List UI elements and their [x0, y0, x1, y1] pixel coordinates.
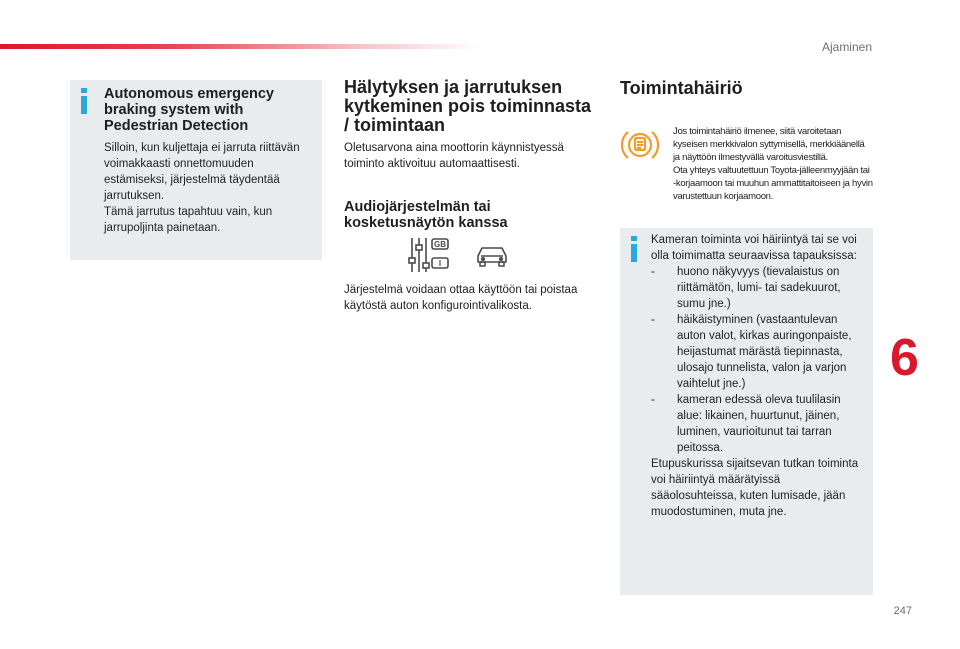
car-icon	[474, 242, 510, 272]
settings-icons-row	[408, 236, 518, 276]
camera-intro: Kameran toiminta voi häiriintyä tai se voi olla toimimatta seuraavissa tapauksissa:	[651, 234, 857, 262]
warning-paragraph: Jos toimintahäiriö ilmenee, siitä varoitetaan kyseisen merkkivalon syttymisellä, merkkiäänellä ja näyttöön ilmestyvällä varoitusviestillä.	[673, 126, 865, 163]
deactivation-heading: Hälytyksen ja jarrutuksen kytkeminen pois toiminnasta / toimintaan	[344, 77, 592, 135]
list-item-text: häikäistyminen (vastaantulevan auton valot, kirkas auringonpaiste, heijastumat märästä tiepinnasta, ulosajo tunnelista, valon ja varjon vaihtelut jne.)	[677, 314, 852, 390]
list-item	[651, 312, 863, 392]
section-label: Ajaminen	[821, 40, 872, 54]
chapter-number: 6	[890, 329, 919, 387]
warning-text	[673, 125, 873, 203]
page-number: 247	[893, 605, 912, 617]
list-item	[651, 264, 863, 312]
info-box-title: Autonomous emergency braking system with Pedestrian Detection	[104, 86, 274, 134]
list-item-text: kameran edessä oleva tuulilasin alue: likainen, huurtunut, jäinen, luminen, vaurioitunut tai tarran peitossa.	[677, 394, 841, 454]
info-paragraph: Tämä jarrutus tapahtuu vain, kun jarrupoljinta painetaan.	[104, 206, 273, 234]
audio-system-subheading: Audiojärjestelmän tai kosketusnäytön kanssa	[344, 199, 508, 231]
info-paragraph: Silloin, kun kuljettaja ei jarruta riittävän voimakkaasti onnettomuuden estämiseksi, järjestelmä täydentää jarrutuksen.	[104, 142, 300, 202]
list-dash: -	[651, 314, 655, 326]
i-label: I	[438, 259, 442, 268]
camera-info-box	[620, 228, 873, 595]
list-dash: -	[651, 394, 655, 406]
radar-note: Etupuskurissa sijaitsevan tutkan toiminta voi häiriintyä määrätyissä sääolosuhteissa, kuten lumisade, jään muodostuminen, muta jne.	[651, 458, 859, 518]
info-icon	[80, 88, 88, 114]
deactivation-intro: Oletusarvona aina moottorin käynnistyessä toiminto aktivoituu automaattisesti.	[344, 142, 564, 170]
pedestrian-detection-info-box	[70, 80, 322, 260]
configuration-text: Järjestelmä voidaan ottaa käyttöön tai poistaa käytöstä auton konfigurointivalikosta.	[344, 284, 578, 312]
info-box-text	[104, 140, 314, 236]
list-item-text: huono näkyvyys (tievalaistus on riittämätön, lumi- tai sadekuurot, sumu jne.)	[677, 266, 841, 310]
malfunction-heading: Toimintahäiriö	[620, 78, 743, 98]
list-item	[651, 392, 863, 456]
camera-info-text	[651, 232, 863, 520]
autonomous-braking-warning-icon	[621, 127, 659, 163]
list-dash: -	[651, 266, 655, 278]
info-icon	[630, 236, 638, 262]
header-accent-bar	[0, 44, 480, 49]
gb-label: GB	[434, 240, 446, 249]
warning-paragraph: Ota yhteys valtuutettuun Toyota-jälleenmyyjään tai -korjaamoon tai muuhun ammattitaitoiseen ja hyvin varustettuun korjaamoon.	[673, 165, 873, 202]
